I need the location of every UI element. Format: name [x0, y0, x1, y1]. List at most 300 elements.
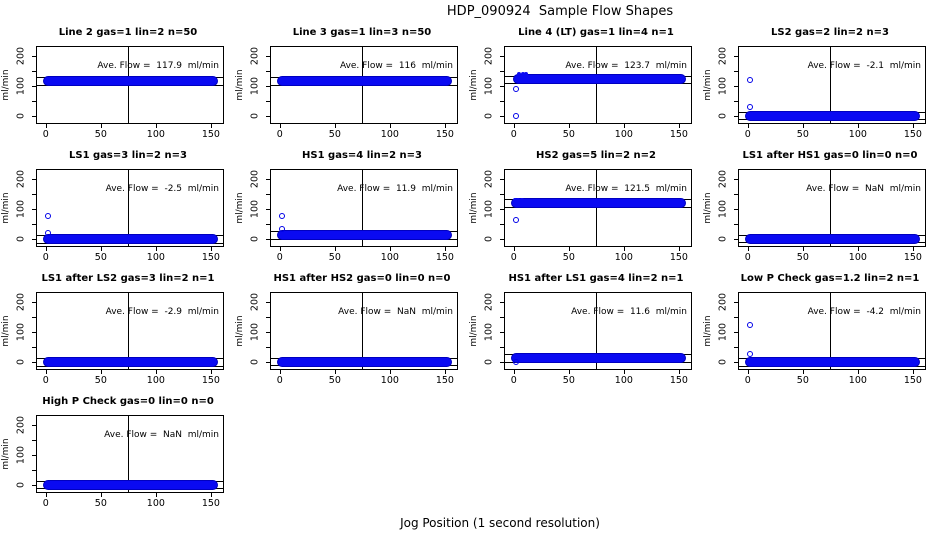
y-tick-label: 200	[15, 415, 27, 435]
y-tick-mark	[266, 194, 271, 195]
plot-area	[703, 169, 926, 263]
flow-data-band	[745, 357, 920, 367]
y-tick-mark	[734, 317, 739, 318]
x-tick-label: 150	[201, 375, 220, 386]
x-tick-mark	[624, 123, 625, 128]
x-tick-label: 150	[903, 375, 922, 386]
flow-panel	[234, 20, 468, 143]
y-tick-label: 0	[249, 358, 261, 365]
avg-flow-annotation: Ave. Flow = -4.2 ml/min	[807, 307, 921, 317]
panel-title: HS1 after LS1 gas=4 lin=2 n=1	[508, 273, 684, 284]
x-tick-label: 150	[903, 252, 922, 263]
x-tick-mark	[46, 492, 47, 497]
figure-title: HDP_090924 Sample Flow Shapes	[446, 4, 674, 19]
panel-title: LS1 after LS2 gas=3 lin=2 n=1	[41, 273, 215, 284]
x-tick-label: 50	[562, 252, 575, 263]
y-tick-label: 100	[483, 76, 495, 95]
y-tick-mark	[500, 347, 505, 348]
plot-area	[703, 292, 926, 386]
plot-area	[1, 292, 224, 386]
y-tick-label: 0	[717, 358, 729, 365]
flow-data-band	[43, 480, 218, 490]
x-tick-label: 100	[146, 498, 165, 509]
jog-marker-line	[596, 47, 597, 123]
x-tick-label: 100	[614, 375, 633, 386]
y-tick-mark	[266, 347, 271, 348]
panel-title: Low P Check gas=1.2 lin=2 n=1	[740, 273, 920, 284]
y-axis-title: ml/min	[235, 192, 245, 224]
x-tick-mark	[445, 369, 446, 374]
y-tick-mark	[266, 101, 271, 102]
x-tick-mark	[335, 123, 336, 128]
y-tick-label: 100	[483, 199, 495, 218]
x-tick-label: 100	[146, 129, 165, 140]
x-tick-label: 100	[614, 252, 633, 263]
y-tick-mark	[500, 71, 505, 72]
x-tick-label: 50	[94, 252, 107, 263]
y-tick-label: 0	[717, 235, 729, 242]
y-tick-mark	[500, 194, 505, 195]
x-tick-label: 150	[201, 129, 220, 140]
y-tick-mark	[500, 101, 505, 102]
y-axis-title: ml/min	[703, 192, 713, 224]
y-tick-mark	[266, 332, 271, 333]
flow-panel	[468, 20, 702, 143]
x-tick-label: 50	[328, 252, 341, 263]
y-axis-title: ml/min	[1, 192, 11, 224]
y-tick-mark	[734, 362, 739, 363]
flow-panel	[702, 20, 936, 143]
y-tick-mark	[734, 86, 739, 87]
x-tick-label: 100	[146, 375, 165, 386]
y-tick-mark	[500, 317, 505, 318]
x-tick-label: 50	[94, 375, 107, 386]
panel-title: Line 2 gas=1 lin=2 n=50	[58, 27, 198, 38]
x-tick-mark	[101, 246, 102, 251]
flow-point	[524, 72, 528, 76]
x-tick-label: 50	[796, 129, 809, 140]
y-tick-label: 0	[717, 112, 729, 119]
y-tick-mark	[500, 56, 505, 57]
x-tick-mark	[569, 246, 570, 251]
x-tick-mark	[569, 369, 570, 374]
y-tick-mark	[32, 101, 37, 102]
panel-title: Line 4 (LT) gas=1 lin=4 n=1	[518, 27, 674, 38]
y-tick-mark	[32, 332, 37, 333]
y-tick-label: 0	[15, 235, 27, 242]
y-tick-label: 200	[717, 46, 729, 66]
x-tick-mark	[679, 246, 680, 251]
x-tick-label: 0	[744, 129, 751, 140]
x-tick-mark	[335, 369, 336, 374]
avg-flow-annotation: Ave. Flow = 121.5 ml/min	[565, 184, 687, 194]
x-tick-mark	[156, 369, 157, 374]
x-tick-label: 100	[380, 129, 399, 140]
y-tick-mark	[734, 101, 739, 102]
x-tick-mark	[46, 369, 47, 374]
y-tick-mark	[734, 302, 739, 303]
y-tick-mark	[734, 239, 739, 240]
y-tick-label: 100	[15, 445, 27, 464]
y-tick-label: 0	[15, 112, 27, 119]
y-tick-mark	[734, 179, 739, 180]
avg-flow-annotation: Ave. Flow = -2.9 ml/min	[105, 307, 219, 317]
y-tick-mark	[734, 224, 739, 225]
x-tick-mark	[858, 246, 859, 251]
plot-area	[1, 46, 224, 140]
y-tick-mark	[500, 86, 505, 87]
flow-data-band	[277, 357, 452, 367]
plot-area	[469, 292, 692, 386]
x-tick-label: 100	[614, 129, 633, 140]
y-tick-mark	[32, 209, 37, 210]
x-tick-label: 50	[94, 498, 107, 509]
y-tick-mark	[734, 71, 739, 72]
y-tick-mark	[32, 302, 37, 303]
outlier-point	[747, 351, 753, 357]
avg-flow-annotation: Ave. Flow = NaN ml/min	[806, 184, 921, 194]
y-axis-title: ml/min	[469, 69, 479, 101]
y-tick-label: 100	[15, 322, 27, 341]
y-tick-mark	[500, 209, 505, 210]
y-tick-label: 200	[483, 169, 495, 189]
y-tick-mark	[500, 179, 505, 180]
flow-data-band	[511, 198, 686, 208]
y-tick-label: 100	[15, 199, 27, 218]
y-tick-mark	[32, 317, 37, 318]
x-tick-mark	[211, 369, 212, 374]
y-tick-label: 100	[717, 199, 729, 218]
y-axis-title: ml/min	[1, 69, 11, 101]
x-tick-label: 0	[744, 252, 751, 263]
x-tick-label: 0	[510, 129, 517, 140]
y-tick-mark	[32, 485, 37, 486]
y-axis-title: ml/min	[703, 69, 713, 101]
x-tick-mark	[335, 246, 336, 251]
y-tick-mark	[734, 209, 739, 210]
x-tick-mark	[913, 123, 914, 128]
y-tick-label: 100	[483, 322, 495, 341]
y-tick-label: 200	[717, 292, 729, 312]
x-tick-label: 0	[42, 498, 49, 509]
y-tick-mark	[500, 116, 505, 117]
panel-title: High P Check gas=0 lin=0 n=0	[42, 396, 214, 407]
x-tick-label: 50	[796, 252, 809, 263]
y-tick-mark	[32, 194, 37, 195]
plot-area	[235, 292, 458, 386]
panel-title: HS1 after HS2 gas=0 lin=0 n=0	[273, 273, 451, 284]
x-tick-mark	[514, 123, 515, 128]
x-tick-mark	[280, 123, 281, 128]
y-tick-label: 200	[249, 46, 261, 66]
x-tick-mark	[748, 123, 749, 128]
x-tick-mark	[101, 369, 102, 374]
x-tick-mark	[569, 123, 570, 128]
plot-area	[703, 46, 926, 140]
y-tick-mark	[734, 347, 739, 348]
y-tick-label: 0	[483, 235, 495, 242]
x-tick-label: 50	[562, 129, 575, 140]
y-tick-mark	[500, 224, 505, 225]
x-tick-label: 150	[669, 129, 688, 140]
plot-area	[469, 169, 692, 263]
y-tick-mark	[266, 317, 271, 318]
y-tick-mark	[266, 116, 271, 117]
y-axis-title: ml/min	[235, 315, 245, 347]
x-tick-mark	[445, 123, 446, 128]
x-tick-mark	[156, 123, 157, 128]
x-tick-label: 150	[201, 498, 220, 509]
y-tick-mark	[266, 302, 271, 303]
x-tick-mark	[280, 369, 281, 374]
outlier-point	[279, 226, 285, 232]
x-tick-label: 100	[380, 252, 399, 263]
y-tick-label: 0	[483, 358, 495, 365]
outlier-point	[747, 77, 753, 83]
flow-panel	[702, 143, 936, 266]
y-tick-label: 200	[249, 169, 261, 189]
outlier-point	[45, 213, 51, 219]
y-tick-mark	[266, 56, 271, 57]
y-tick-mark	[32, 239, 37, 240]
x-tick-mark	[156, 492, 157, 497]
outlier-point	[513, 359, 519, 365]
y-tick-mark	[266, 224, 271, 225]
y-tick-mark	[32, 56, 37, 57]
x-tick-mark	[803, 123, 804, 128]
x-tick-mark	[101, 123, 102, 128]
avg-flow-annotation: Ave. Flow = 11.9 ml/min	[337, 184, 453, 194]
x-tick-mark	[748, 246, 749, 251]
y-tick-mark	[32, 440, 37, 441]
y-tick-label: 100	[249, 322, 261, 341]
y-tick-label: 0	[15, 481, 27, 488]
y-tick-mark	[32, 71, 37, 72]
x-tick-mark	[858, 123, 859, 128]
x-tick-mark	[679, 369, 680, 374]
outlier-point	[513, 86, 519, 92]
y-tick-mark	[32, 116, 37, 117]
avg-flow-annotation: Ave. Flow = 11.6 ml/min	[571, 307, 687, 317]
x-tick-label: 50	[562, 375, 575, 386]
y-tick-label: 200	[15, 46, 27, 66]
flow-data-band	[513, 74, 686, 84]
avg-flow-annotation: Ave. Flow = -2.1 ml/min	[807, 61, 921, 71]
y-tick-label: 0	[249, 112, 261, 119]
x-tick-mark	[913, 369, 914, 374]
x-tick-mark	[390, 123, 391, 128]
y-axis-title: ml/min	[703, 315, 713, 347]
x-tick-mark	[748, 369, 749, 374]
flow-data-band	[277, 76, 452, 86]
x-tick-label: 100	[146, 252, 165, 263]
flow-data-band	[43, 357, 218, 367]
x-tick-label: 0	[744, 375, 751, 386]
x-tick-label: 100	[380, 375, 399, 386]
y-tick-mark	[500, 332, 505, 333]
y-tick-label: 0	[15, 358, 27, 365]
flow-data-band	[745, 234, 920, 244]
y-tick-label: 200	[15, 292, 27, 312]
x-tick-mark	[211, 123, 212, 128]
panel-title: LS1 gas=3 lin=2 n=3	[69, 150, 187, 161]
y-tick-label: 100	[249, 76, 261, 95]
flow-panel	[234, 266, 468, 389]
y-tick-mark	[32, 362, 37, 363]
x-tick-mark	[803, 246, 804, 251]
x-tick-mark	[624, 246, 625, 251]
y-tick-label: 200	[249, 292, 261, 312]
y-tick-label: 0	[249, 235, 261, 242]
x-tick-mark	[514, 246, 515, 251]
panel-title: LS1 after HS1 gas=0 lin=0 n=0	[742, 150, 918, 161]
flow-data-band	[745, 111, 920, 121]
x-tick-label: 150	[903, 129, 922, 140]
y-tick-label: 0	[483, 112, 495, 119]
plot-area	[235, 46, 458, 140]
y-tick-mark	[266, 179, 271, 180]
y-tick-label: 100	[717, 322, 729, 341]
flow-panel	[702, 266, 936, 389]
x-tick-label: 150	[669, 252, 688, 263]
x-tick-label: 150	[435, 375, 454, 386]
flow-data-band	[43, 76, 218, 86]
flow-panel	[468, 266, 702, 389]
outlier-point	[747, 104, 753, 110]
x-tick-mark	[390, 369, 391, 374]
y-tick-label: 200	[483, 46, 495, 66]
y-tick-mark	[266, 362, 271, 363]
x-tick-mark	[211, 246, 212, 251]
flow-point	[520, 198, 524, 202]
y-tick-mark	[734, 332, 739, 333]
avg-flow-annotation: Ave. Flow = NaN ml/min	[338, 307, 453, 317]
x-tick-mark	[46, 123, 47, 128]
flow-panel	[234, 143, 468, 266]
x-tick-mark	[858, 369, 859, 374]
x-tick-mark	[913, 246, 914, 251]
x-tick-mark	[46, 246, 47, 251]
x-tick-mark	[445, 246, 446, 251]
panel-title: LS2 gas=2 lin=2 n=3	[771, 27, 889, 38]
y-tick-mark	[32, 347, 37, 348]
flow-panel	[0, 389, 234, 512]
y-tick-label: 100	[249, 199, 261, 218]
x-tick-mark	[280, 246, 281, 251]
y-axis-title: ml/min	[1, 315, 11, 347]
outlier-point	[747, 322, 753, 328]
avg-flow-annotation: Ave. Flow = 116 ml/min	[339, 61, 453, 71]
x-tick-mark	[624, 369, 625, 374]
flow-panel	[468, 143, 702, 266]
x-tick-mark	[803, 369, 804, 374]
x-tick-mark	[211, 492, 212, 497]
x-tick-label: 150	[435, 252, 454, 263]
outlier-point	[279, 213, 285, 219]
x-tick-label: 50	[328, 375, 341, 386]
y-tick-mark	[500, 239, 505, 240]
y-tick-mark	[734, 116, 739, 117]
x-tick-label: 50	[796, 375, 809, 386]
x-tick-mark	[679, 123, 680, 128]
y-tick-mark	[32, 86, 37, 87]
flow-data-band	[277, 230, 452, 240]
plot-area	[1, 415, 224, 509]
flow-data-band	[43, 234, 218, 244]
y-axis-title: ml/min	[469, 315, 479, 347]
y-tick-mark	[266, 209, 271, 210]
plot-area	[235, 169, 458, 263]
y-tick-mark	[734, 194, 739, 195]
y-tick-label: 100	[15, 76, 27, 95]
y-axis-title: ml/min	[469, 192, 479, 224]
outlier-point	[45, 230, 51, 236]
x-tick-mark	[101, 492, 102, 497]
x-tick-label: 0	[510, 252, 517, 263]
x-tick-mark	[390, 246, 391, 251]
outlier-point	[513, 113, 519, 119]
x-tick-label: 150	[201, 252, 220, 263]
x-tick-label: 50	[94, 129, 107, 140]
x-tick-label: 150	[669, 375, 688, 386]
flow-panel	[0, 143, 234, 266]
x-tick-label: 0	[276, 375, 283, 386]
y-tick-mark	[32, 425, 37, 426]
x-tick-label: 0	[42, 375, 49, 386]
x-tick-label: 0	[276, 129, 283, 140]
avg-flow-annotation: Ave. Flow = 117.9 ml/min	[97, 61, 219, 71]
y-tick-mark	[266, 71, 271, 72]
y-axis-title: ml/min	[1, 438, 11, 470]
plot-area	[469, 46, 692, 140]
x-tick-mark	[156, 246, 157, 251]
y-tick-mark	[32, 455, 37, 456]
flow-data-band	[511, 353, 686, 363]
y-tick-label: 100	[717, 76, 729, 95]
y-tick-mark	[500, 302, 505, 303]
x-axis-label: Jog Position (1 second resolution)	[400, 516, 600, 530]
y-tick-label: 200	[483, 292, 495, 312]
x-tick-mark	[514, 369, 515, 374]
x-tick-label: 100	[848, 375, 867, 386]
y-tick-mark	[32, 224, 37, 225]
plot-area	[1, 169, 224, 263]
y-tick-label: 200	[15, 169, 27, 189]
y-tick-mark	[32, 470, 37, 471]
y-tick-mark	[32, 179, 37, 180]
x-tick-label: 100	[848, 129, 867, 140]
flow-panel	[0, 20, 234, 143]
y-tick-label: 200	[717, 169, 729, 189]
outlier-point	[513, 217, 519, 223]
avg-flow-annotation: Ave. Flow = -2.5 ml/min	[105, 184, 219, 194]
panel-title: HS2 gas=5 lin=2 n=2	[536, 150, 656, 161]
x-tick-label: 50	[328, 129, 341, 140]
panel-title: Line 3 gas=1 lin=3 n=50	[292, 27, 432, 38]
x-tick-label: 0	[42, 129, 49, 140]
x-tick-label: 150	[435, 129, 454, 140]
x-tick-label: 0	[276, 252, 283, 263]
y-axis-title: ml/min	[235, 69, 245, 101]
x-tick-label: 0	[510, 375, 517, 386]
avg-flow-annotation: Ave. Flow = NaN ml/min	[104, 430, 219, 440]
panel-title: HS1 gas=4 lin=2 n=3	[302, 150, 422, 161]
avg-flow-annotation: Ave. Flow = 123.7 ml/min	[565, 61, 687, 71]
x-tick-label: 0	[42, 252, 49, 263]
y-tick-mark	[734, 56, 739, 57]
x-tick-label: 100	[848, 252, 867, 263]
flow-panel	[0, 266, 234, 389]
